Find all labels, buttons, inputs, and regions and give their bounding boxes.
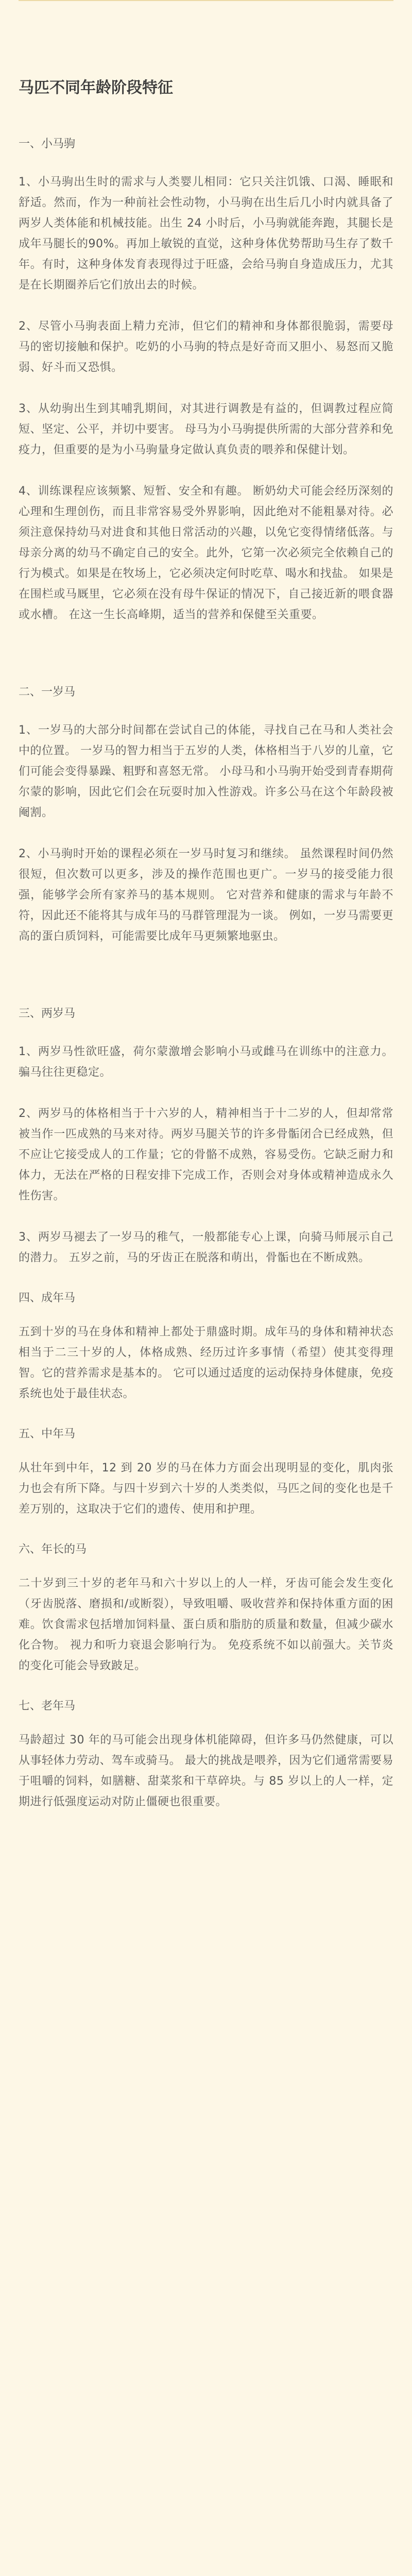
paragraph: 1、两岁马性欲旺盛，荷尔蒙激增会影响小马或雌马在训练中的注意力。 骗马往往更稳定。 (19, 1045, 393, 1079)
section-heading: 七、老年马 (19, 1700, 76, 1713)
paragraph: 从壮年到中年，12 到 20 岁的马在体力方面会出现明显的变化，肌肉张力也会有所下降。与四十岁到六十岁的人类类似，马匹之间的变化也是千差万别的，这取决于它们的遗传、使用和护理。 (19, 1462, 393, 1516)
section-senior (19, 1697, 393, 1812)
section-heading: 一、小马驹 (19, 138, 76, 150)
section-yearling (19, 683, 393, 947)
paragraph: 二十岁到三十岁的老年马和六十岁以上的人一样，牙齿可能会发生变化（牙齿脱落、磨损和/或断裂），导致咀嚼、吸收营养和保持体重方面的困难。饮食需求包括增加饲料量、蛋白质和脂肪的质量和数量，但减少碳水化合物。 视力和听力衰退会影响行为。 免疫系统不如以前强大。关节炎的变化可能会导致跛足。 (19, 1577, 393, 1672)
section-adult (19, 1289, 393, 1404)
section-heading: 六、年长的马 (19, 1543, 87, 1556)
page-title: 马匹不同年龄阶段特征 (19, 79, 173, 97)
section-heading: 五、中年马 (19, 1428, 76, 1440)
paragraph: 3、两岁马褪去了一岁马的稚气，一般都能专心上课，向骑马师展示自己的潜力。 五岁之前，马的牙齿正在脱落和萌出，骨骺也在不断成熟。 (19, 1231, 393, 1264)
section-older (19, 1540, 393, 1676)
paragraph: 1、小马驹出生时的需求与人类婴儿相同：它只关注饥饿、口渴、睡眠和舒适。然而，作为一种前社会性动物，小马驹在出生后几小时内就具备了两岁人类体能和机械技能。出生 24 小时后，小马驹就能奔跑，其腿长是成年马腿长的90%。再加上敏锐的直觉，这种身体优势帮助马生存了数千年。有时，这种身体发育表现得过于旺盛，会给马驹自身造成压力，尤其是在长期圈养后它们放出去的时候。 (19, 176, 393, 292)
section-middle-aged (19, 1425, 393, 1520)
paragraph: 4、训练课程应该频繁、短暂、安全和有趣。 断奶幼犬可能会经历深刻的心理和生理创伤，而且非常容易受外界影响，因此绝对不能粗暴对待。必须注意保持幼马对进食和其他日常活动的兴趣，以免它变得情绪低落。与母亲分离的幼马不确定自己的安全。此外，它第一次必须完全依赖自己的行为模式。如果是在牧场上，它必须决定何时吃草、喝水和找盐。 如果是在围栏或马厩里，它必须在没有母牛保证的情况下，自己接近新的喂食器或水槽。 在这一生长高峰期，适当的营养和保健至关重要。 (19, 485, 393, 621)
paragraph: 马龄超过 30 年的马可能会出现身体机能障碍，但许多马仍然健康，可以从事轻体力劳动、驾车或骑马。 最大的挑战是喂养，因为它们通常需要易于咀嚼的饲料，如膳糖、甜菜浆和干草碎块。与 85 岁以上的人一样，定期进行低强度运动对防止僵硬也很重要。 (19, 1734, 393, 1808)
section-foal (19, 135, 393, 625)
section-heading: 四、成年马 (19, 1292, 76, 1304)
section-heading: 二、一岁马 (19, 686, 76, 699)
paragraph: 五到十岁的马在身体和精神上都处于鼎盛时期。成年马的身体和精神状态相当于二三十岁的人，体格成熟、经历过许多事情（希望）使其变得理智。它的营养需求是基本的。 它可以通过适度的运动保持身体健康，免疫系统也处于最佳状态。 (19, 1326, 393, 1400)
paragraph: 2、小马驹时开始的课程必须在一岁马时复习和继续。 虽然课程时间仍然很短，但次数可以更多，涉及的操作范围也更广。一岁马的接受能力很强，能够学会所有家养马的基本规则。 它对营养和健康的需求与年龄不符，因此还不能将其与成年马的马群管理混为一谈。 例如，一岁马需要更高的蛋白质饲料，可能需要比成年马更频繁地驱虫。 (19, 848, 393, 943)
paragraph: 1、一岁马的大部分时间都在尝试自己的体能，寻找自己在马和人类社会中的位置。 一岁马的智力相当于五岁的人类，体格相当于八岁的儿童，它们可能会变得暴躁、粗野和喜怒无常。 小母马和小马驹开始受到青春期荷尔蒙的影响，因此它们会在玩耍时加入性游戏。许多公马在这个年龄段被阉割。 (19, 724, 393, 819)
paragraph: 3、从幼驹出生到其哺乳期间，对其进行调教是有益的，但调教过程应简短、坚定、公平，并切中要害。 母马为小马驹提供所需的大部分营养和免疫力，但重要的是为小马驹量身定做认真负责的喂养和保健计划。 (19, 402, 393, 456)
top-divider (19, 0, 393, 1)
section-heading: 三、两岁马 (19, 1007, 76, 1020)
section-two-year-old (19, 1005, 393, 1268)
paragraph: 2、尽管小马驹表面上精力充沛，但它们的精神和身体都很脆弱，需要母马的密切接触和保护。吃奶的小马驹的特点是好奇而又胆小、易怒而又脆弱、好斗而又恐惧。 (19, 320, 393, 374)
paragraph: 2、两岁马的体格相当于十六岁的人，精神相当于十二岁的人，但却常常被当作一匹成熟的马来对待。两岁马腿关节的许多骨骺闭合已经成熟，但不应让它接受成人的工作量；它的骨骼不成熟，容易受伤。它缺乏耐力和体力，无法在严格的日程安排下完成工作，否则会对身体或精神造成永久性伤害。 (19, 1107, 393, 1202)
